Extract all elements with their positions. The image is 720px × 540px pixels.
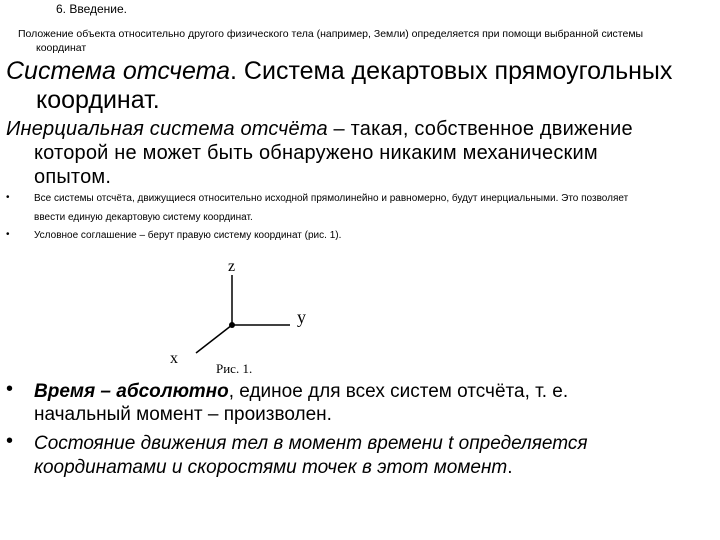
state-line-2-text: координатами и скоростями точек в этот момент xyxy=(34,457,508,478)
inertial-line-2: которой не может быть обнаружено никаким механическим xyxy=(34,142,598,164)
state-bullet: Состояние движения тел в момент времени t определяется xyxy=(34,433,588,454)
time-term: Время – абсолютно xyxy=(34,381,229,402)
bullet-text-1-line-2: ввести единую декартовую систему координат. xyxy=(34,212,253,223)
intro-line-2: координат xyxy=(36,42,87,54)
section-header: 6. Введение. xyxy=(56,2,128,16)
bullet-text-1: Все системы отсчёта, движущиеся относительно исходной прямолинейно и равномерно, будут инерциальными. Это позволяет xyxy=(34,193,629,204)
x-axis xyxy=(196,325,232,353)
state-bullet-line-2 xyxy=(34,456,714,479)
bullet-marker: • xyxy=(6,229,10,240)
bullet-marker: • xyxy=(6,430,14,452)
inertial-rest: – такая, собственное движение xyxy=(327,118,633,140)
inertial-definition xyxy=(6,117,718,189)
intro-line-1: Положение объекта относительно другого физического тела (например, Земли) определяется при помощи выбранной системы xyxy=(18,28,644,40)
time-bullet-line-2: начальный момент – произволен. xyxy=(34,404,332,425)
bullet-marker: • xyxy=(6,378,14,400)
state-line-2-end: . xyxy=(507,457,513,478)
figure-caption: Рис. 1. xyxy=(216,361,253,376)
coordinate-axes-figure xyxy=(150,250,350,380)
heading-term: Система отсчета xyxy=(6,57,231,85)
intro-paragraph xyxy=(18,27,708,55)
bullet-marker: • xyxy=(6,192,10,203)
origin-point xyxy=(229,322,235,328)
heading-rest: . Система декартовых прямоугольных xyxy=(230,57,673,85)
z-axis-label: z xyxy=(228,258,236,275)
time-bullet xyxy=(34,380,714,403)
main-heading xyxy=(6,57,718,115)
x-axis-label: x xyxy=(170,350,178,367)
inertial-line-3: опытом. xyxy=(34,166,112,188)
inertial-term: Инерциальная система отсчёта xyxy=(6,118,328,140)
y-axis-label: y xyxy=(297,307,306,327)
time-rest: , единое для всех систем отсчёта, т. е. xyxy=(228,381,569,402)
bullet-text-2: Условное соглашение – берут правую систему координат (рис. 1). xyxy=(34,230,342,241)
heading-line-2: координат. xyxy=(36,86,160,114)
